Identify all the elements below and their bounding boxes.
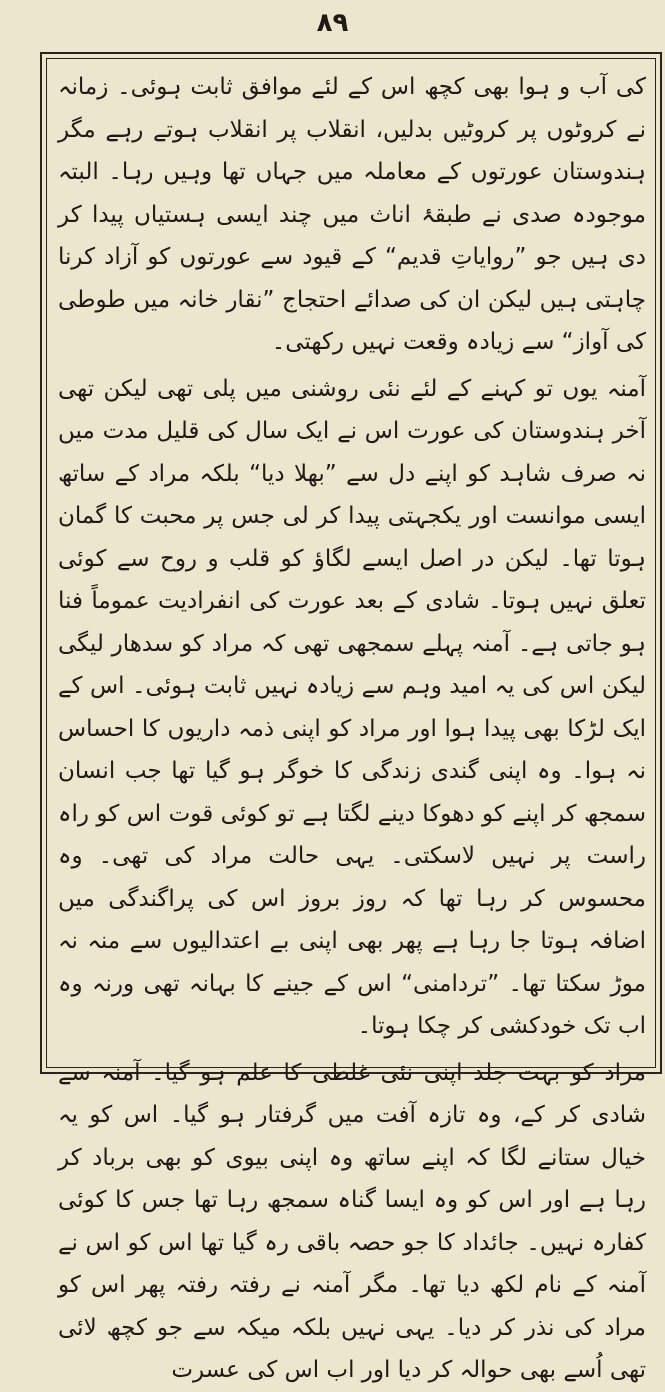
paragraph-1: کی آب و ہوا بھی کچھ اس کے لئے موافق ثابت ہوئی۔ زمانہ نے کروٹوں پر کروٹیں بدلیں، انقلاب پر انقلاب ہوتے رہے مگر ہندوستان عورتوں کے معاملہ میں جہاں تھا وہیں رہا۔ البتہ موجودہ صدی نے طبقۂ اناث میں چند ایسی ہستیاں پیدا کر دی ہیں جو ”روایاتِ قدیم“ کے قیود سے عورتوں کو آزاد کرنا چاہتی ہیں لیکن ان کی صدائے احتجاج ”نقار خانہ میں طوطی کی آواز“ سے زیادہ وقعت نہیں رکھتی۔ <box>58 74 646 355</box>
paragraph-3: مراد کو بہت جلد اپنی نئی غلطی کا علم ہو گیا۔ آمنہ سے شادی کر کے، وہ تازہ آفت میں گرفتار ہو گیا۔ اس کو یہ خیال ستانے لگا کہ اپنے ساتھ وہ اپنی بیوی کو بھی برباد کر رہا ہے اور اس کو وہ ایسا گناہ سمجھ رہا تھا جس کا کوئی کفارہ نہیں۔ جائداد کا جو حصہ باقی رہ گیا تھا اس کو اس نے آمنہ کے نام لکھ دیا تھا۔ مگر آمنہ نے رفتہ رفتہ پھر اس کو مراد کی نذر کر دیا۔ یہی نہیں بلکہ میکہ سے جو کچھ لائی تھی اُسے بھی حوالہ کر دیا اور اب اس کی عسرت <box>58 1059 646 1383</box>
paragraph-2: آمنہ یوں تو کہنے کے لئے نئی روشنی میں پلی تھی لیکن تھی آخر ہندوستان کی عورت اس نے ایک سال کی قلیل مدت میں نہ صرف شاہد کو اپنے دل سے ”بھلا دیا“ بلکہ مراد کے ساتھ ایسی موانست اور یکجہتی پیدا کر لی جس پر محبت کا گمان ہوتا تھا۔ لیکن در اصل ایسے لگاؤ کو قلب و روح سے کوئی تعلق نہیں ہوتا۔ شادی کے بعد عورت کی انفرادیت عموماً فنا ہو جاتی ہے۔ آمنہ پہلے سمجھی تھی کہ مراد کو سدھار لیگی لیکن اس کی یہ امید وہم سے زیادہ نہیں ثابت ہوئی۔ اس کے ایک لڑکا بھی پیدا ہوا اور مراد کو اپنی ذمہ داریوں کا احساس نہ ہوا۔ وہ اپنی گندی زندگی کا خوگر ہو گیا تھا جب انسان سمجھ کر اپنے کو دھوکا دینے لگتا ہے تو کوئی قوت اس کو راہ راست پر نہیں لاسکتی۔ یہی حالت مراد کی تھی۔ وہ محسوس کر رہا تھا کہ روز بروز اس کی پراگندگی میں اضافہ ہوتا جا رہا ہے پھر بھی اپنی بے اعتدالیوں سے منہ نہ موڑ سکتا تھا۔ ”تردامنی“ اس کے جینے کا بہانہ تھی ورنہ وہ اب تک خودکشی کر چکا ہوتا۔ <box>58 375 646 1039</box>
page-number: ٨٩ <box>316 8 349 38</box>
page-text-body <box>58 66 646 1383</box>
